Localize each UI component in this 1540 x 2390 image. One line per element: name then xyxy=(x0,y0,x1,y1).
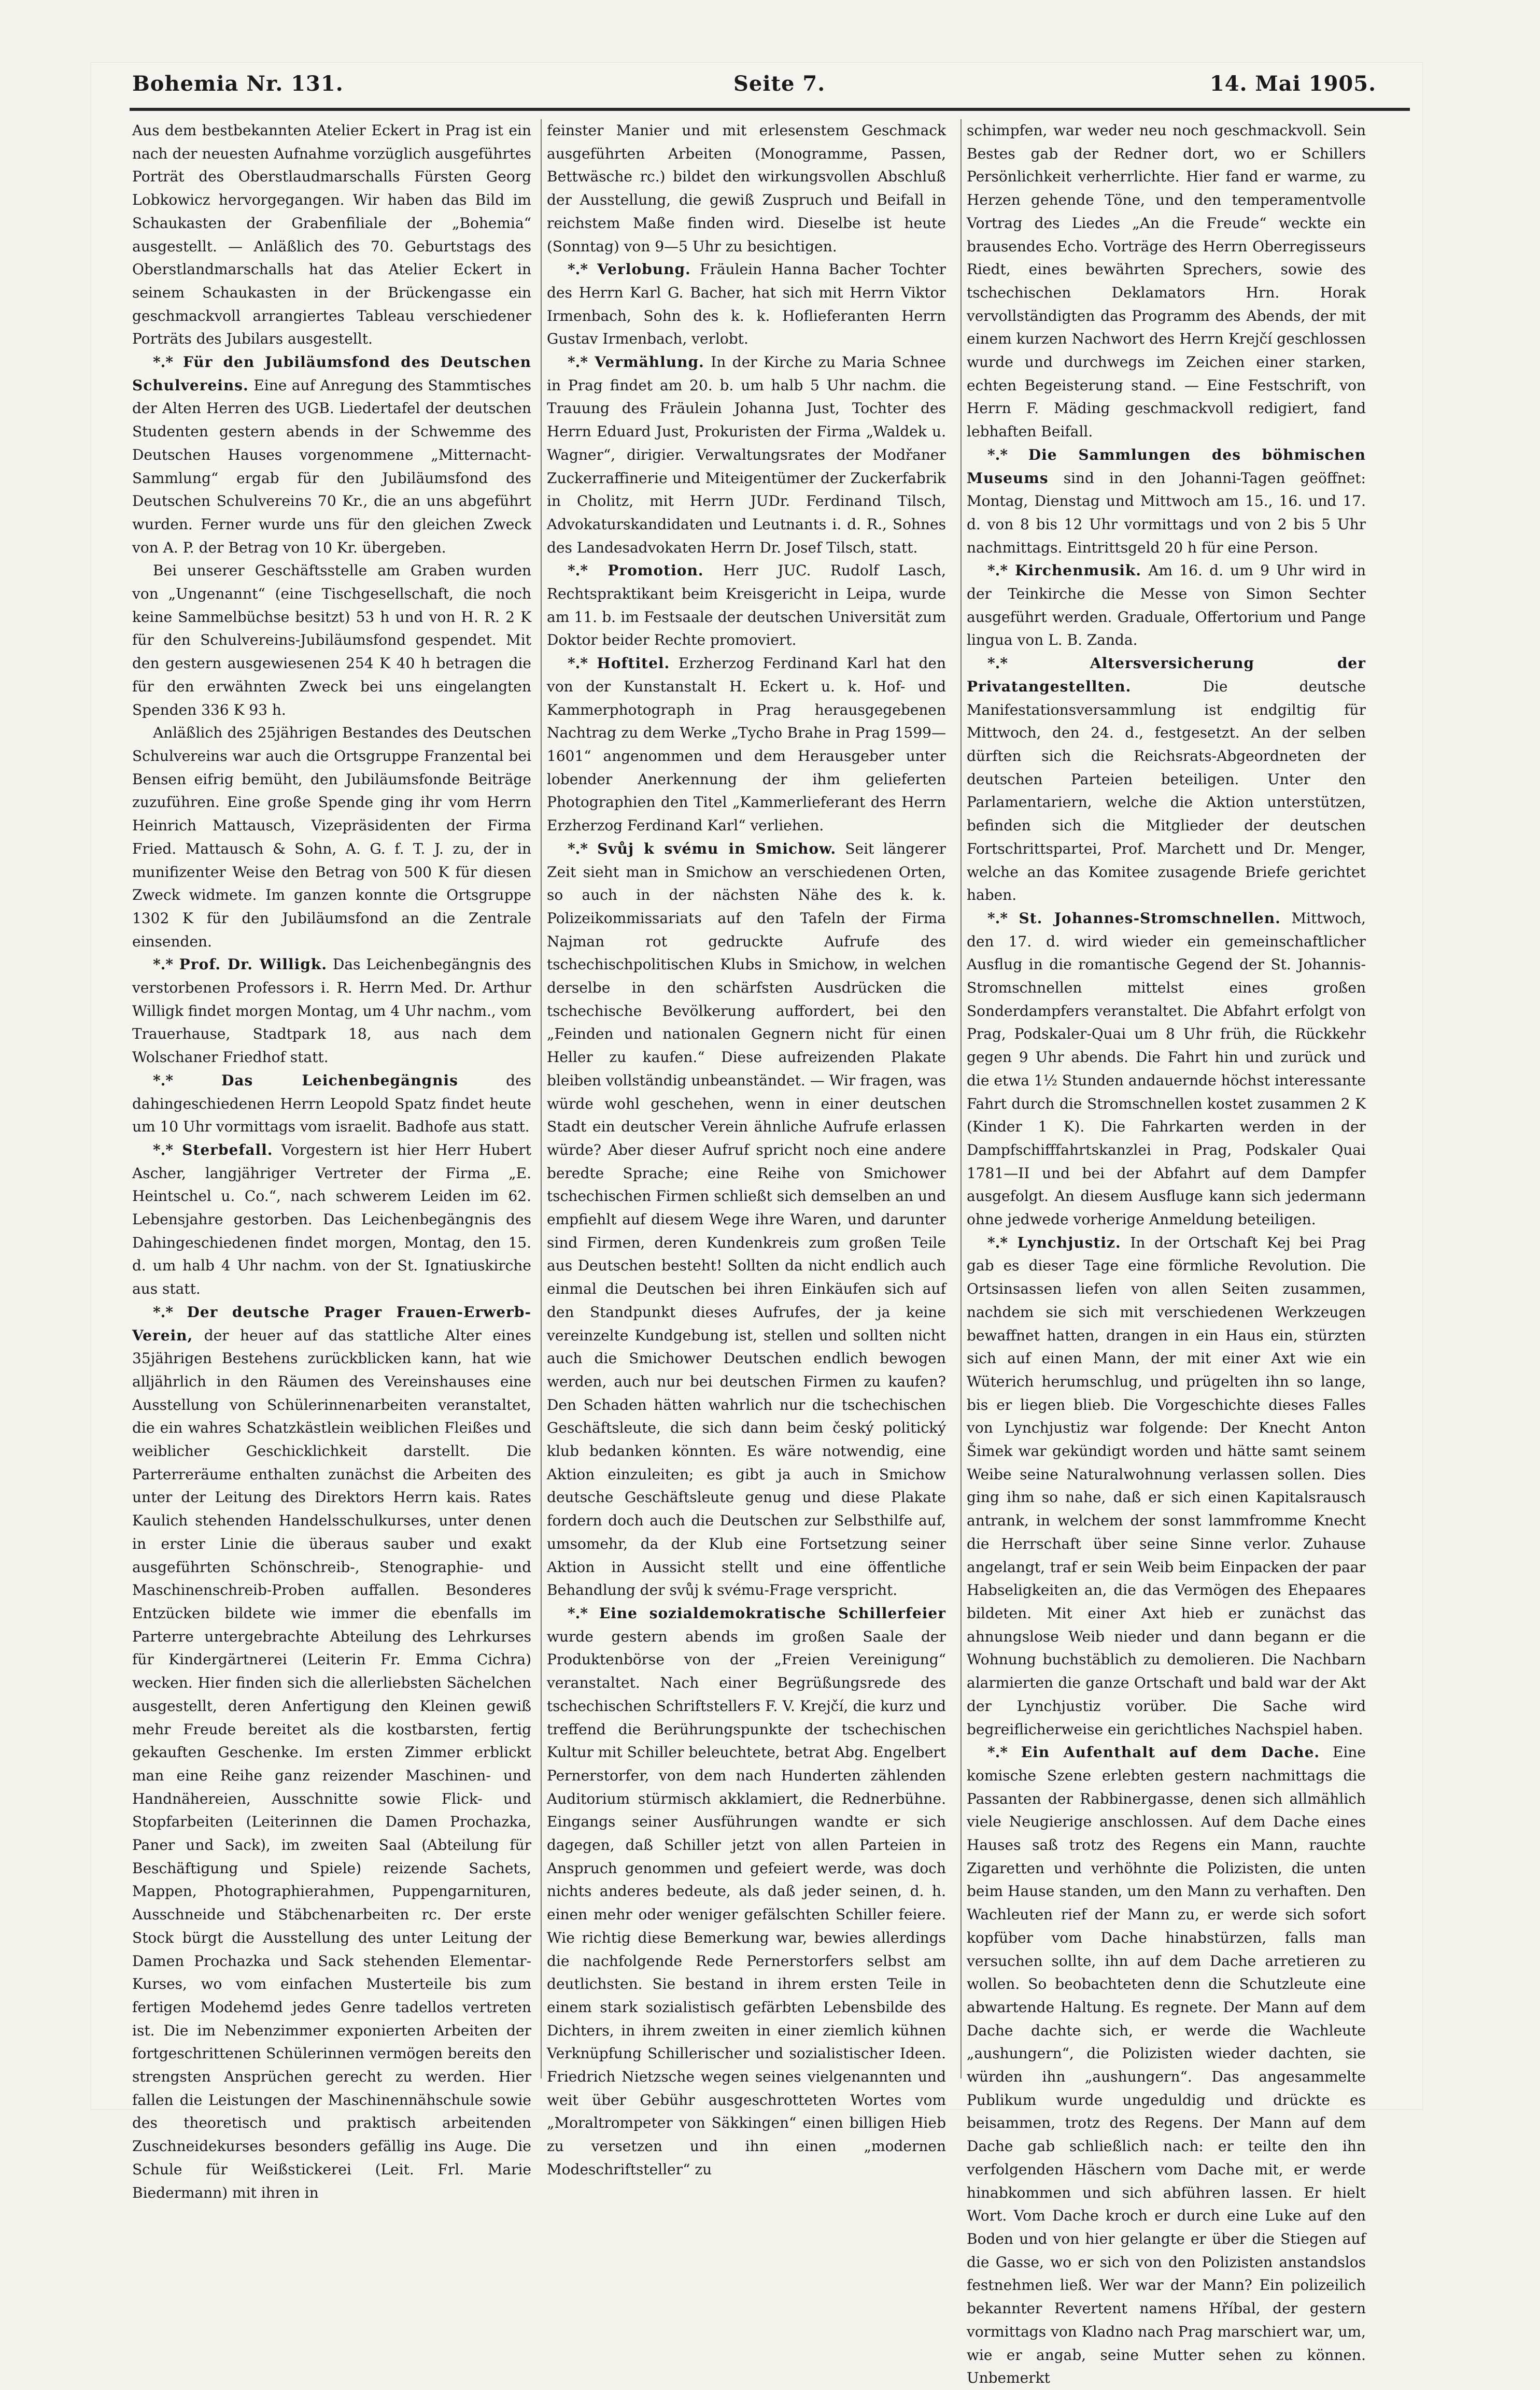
section-marker: *.* xyxy=(568,562,608,579)
article-heading: Das Leichenbegängnis xyxy=(221,1071,458,1089)
article-paragraph xyxy=(547,351,946,559)
text-paragraph xyxy=(132,119,531,351)
article-text: der heuer auf das stattliche Alter eines 35jährigen Bestehens zurückblicken kann, hat wie alljährlich in den Räumen des Vereinshauses eine Ausstellung von Schülerinnenarbeiten veranstaltet, die ein wahres Schatzkästlein weiblichen Fleißes und weiblicher Geschicklichkeit darstellt. Die Parterreräume enthalten zunächst die Arbeiten des unter der Leitung des Direktors Herrn kais. Rates Kaulich stehenden Handelsschulkurses, unter denen in erster Linie die überaus sauber und exakt ausgeführten Schönschreib-, Stenographie- und Maschinenschreib-Proben auffallen. Besonderes Entzücken bildete wie immer die ebenfalls im Parterre untergebrachte Abteilung des Lehrkurses für Kindergärtnerei (Leiterin Fr. Emma Cichra) wecken. Hier finden sich die allerliebsten Sächelchen ausgestellt, deren Anfertigung den Kleinen gewiß mehr Freude bereitet als die kostbarsten, fertig gekauften Geschenke. Im ersten Zimmer erblickt man eine Reihe ganz reizender Maschinen- und Handnähereien, Ausschnitte sowie Flick- und Stopfarbeiten (Leiterinnen die Damen Prochazka, Paner und Sack), im zweiten Saal (Abteilung für Beschäftigung und Spiele) reizende Sachets, Mappen, Photographierahmen, Puppengarnituren, Ausschneide und Stäbchenarbeiten rc. Der erste Stock bürgt die Ausstellung des unter Leitung der Damen Prochazka und Sack stehenden Elementar-Kurses, wo vom einfachen Musterteile bis zum fertigen Modehemd jedes Genre tadellos vertreten ist. Die im Nebenzimmer exponierten Arbeiten der fortgeschrittenen Schülerinnen vermögen bereits den strengsten Ansprüchen gerecht zu werden. Hier fallen die Leistungen der Maschinennähschule sowie des theoretisch und praktisch arbeitenden Zuschneidekurses besonders gefällig ins Auge. Die Schule für Weißstickerei (Leit. Frl. Marie Biedermann) mit ihren in xyxy=(132,1326,531,2201)
article-heading: Promotion. xyxy=(607,562,704,579)
article-heading: Verlobung. xyxy=(597,261,691,278)
article-heading: Der deutsche Prager Frauen-Erwerb-Verein, xyxy=(132,1303,532,1344)
section-marker: *.* xyxy=(153,1141,182,1158)
article-text: schimpfen, war weder neu noch geschmackvoll. Sein Bestes gab der Redner dort, wo er Schillers Persönlichkeit verherrlichte. Hier fand er warme, zu Herzen gehende Töne, und den temperamentvolle Vortrag des Liedes „An die Freude“ weckte ein brausendes Echo. Vorträge des Herrn Oberregisseurs Riedt, eines bewährten Sprechers, sowie des tschechischen Deklamators Hrn. Horak vervollständigten das Programm des Abends, der mit einem kurzen Nachwort des Herrn Krejčí geschlossen wurde und durchwegs im Zeichen einer starken, echten Begeisterung stand. — Eine Festschrift, von Herrn F. Mäding geschmackvoll redigiert, fand lebhaften Beifall. xyxy=(967,122,1366,441)
header-date: 14. Mai 1905. xyxy=(1209,72,1376,96)
section-marker: *.* xyxy=(568,353,595,371)
article-text: Das Leichenbegängnis des verstorbenen Professors i. R. Herrn Med. Dr. Arthur Willigk findet morgen Montag, um 4 Uhr nachm., vom Trauerhause, Stadtpark 18, aus nach dem Wolschaner Friedhof statt. xyxy=(132,956,532,1066)
article-text: Die deutsche Manifestationsversammlung ist endgiltig für Mittwoch, den 24. d., festgesetzt. An der selben dürften sich die Reichsrats-Abgeordneten der deutschen Parteien beteiligen. Unter den Parlamentariern, welche die Aktion unterstützen, befinden sich die Mitglieder der deutschen Fortschrittspartei, Prof. Marchett und Dr. Menger, welche an das Komitee zusagende Briefe gerichtet haben. xyxy=(967,677,1366,904)
article-heading: Hoftitel. xyxy=(597,655,670,672)
column-divider xyxy=(960,119,962,2078)
article-text: Fräulein Hanna Bacher Tochter des Herrn Karl G. Bacher, hat sich mit Herrn Viktor Irmenbach, Sohn des k. k. Hoflieferanten Herrn Gustav Irmenbach, verlobt. xyxy=(547,261,946,348)
article-paragraph xyxy=(132,1139,531,1301)
text-column-2 xyxy=(547,119,946,2178)
article-heading: St. Johannes-Stromschnellen. xyxy=(1019,909,1281,927)
article-text: feinster Manier und mit erlesenstem Geschmack ausgeführten Arbeiten (Monogramme, Passen, Bettwäsche rc.) bildet den wirkungsvollen Abschluß der Ausstellung, die gewiß Zuspruch und Beifall in reichstem Maße finden wird. Dieselbe ist heute (Sonntag) von 9—5 Uhr zu besichtigen. xyxy=(547,122,946,255)
article-text: Seit längerer Zeit sieht man in Smichow an verschiedenen Orten, so auch in der nächsten Nähe des k. k. Polizeikommissariats auf den Tafeln der Firma Najman rot gedruckte Aufrufe des tschechischpolitischen Klubs in Smichow, in welchen derselbe in den schärfsten Ausdrücken die tschechische Bevölkerung auffordert, bei den „Feinden und nationalen Gegnern nicht für einen Heller zu kaufen.“ Diese aufreizenden Plakate bleiben vollständig unbeanständet. — Wir fragen, was würde wohl geschehen, wenn in einer deutschen Stadt ein deutscher Verein ähnliche Aufrufe erlassen würde? Aber dieser Aufruf spricht noch eine andere beredte Sprache; eine Reihe von Smichower tschechischen Firmen schließt sich demselben an und empfiehlt auf diesem Wege ihre Waren, und darunter sind Firmen, deren Kundenkreis zum großen Teile aus Deutschen besteht! Sollten da nicht endlich auch einmal die Deutschen bei ihren Einkäufen sich auf den Standpunkt dieses Aufrufes, der ja keine vereinzelte Kundgebung ist, stellen und sollten nicht auch die Smichower Deutschen endlich bewogen werden, auch nur bei deutschen Firmen zu kaufen? Den Schaden hätten wahrlich nur die tschechischen Geschäftsleute, die sich dann beim český politický klub bedanken könnten. Es wäre notwendig, eine Aktion einzuleiten; es gibt ja auch in Smichow deutsche Geschäftsleute genug und diese Plakate fordern doch auch die Deutschen zur Selbsthilfe auf, umsomehr, da der Klub eine Fortsetzung seiner Aktion in Aussicht stellt und eine öffentliche Behandlung der svůj k svému-Frage verspricht. xyxy=(547,840,946,1599)
section-marker: *.* xyxy=(568,1605,599,1622)
article-heading: Kirchenmusik. xyxy=(1015,562,1142,579)
article-paragraph xyxy=(967,907,1366,1232)
article-text: Mittwoch, den 17. d. wird wieder ein gemeinschaftlicher Ausflug in die romantische Gegend der St. Johannis-Stromschnellen mittelst eines großen Sonderdampfers veranstaltet. Die Abfahrt erfolgt von Prag, Podskaler-Quai um 8 Uhr früh, die Rückkehr gegen 9 Uhr abends. Die Fahrt hin und zurück und die etwa 1½ Stunden andauernde höchst interessante Fahrt durch die Stromschnellen kostet zusammen 2 K (Kinder 1 K). Die Fahrkarten werden in der Dampfschifffahrtskanzlei in Prag, Podskaler Quai 1781—II und bei der Abfahrt auf dem Dampfer ausgefolgt. An diesem Ausfluge kann sich jedermann ohne jedwede vorherige Anmeldung beteiligen. xyxy=(967,909,1366,1228)
section-marker: *.* xyxy=(568,840,598,857)
article-text: Erzherzog Ferdinand Karl hat den von der Kunstanstalt H. Eckert u. k. Hof- und Kammerphotograph in Prag herausgegebenen Nachtrag zu dem Werke „Tycho Brahe in Prag 1599—1601“ angenommen und dem Herausgeber unter lobender Anerkennung der ihm gelieferten Photographien den Titel „Kammerlieferant des Herrn Erzherzog Ferdinand Karl“ verliehen. xyxy=(547,655,946,835)
article-paragraph xyxy=(967,444,1366,560)
article-paragraph xyxy=(967,652,1366,907)
text-paragraph xyxy=(547,119,946,258)
article-heading: Altersversicherung der Privatangestellten. xyxy=(967,655,1366,695)
article-paragraph xyxy=(132,351,531,559)
article-text: In der Ortschaft Kej bei Prag gab es dieser Tage eine förmliche Revolution. Die Ortsinsassen liefen von allen Seiten zusammen, nachdem sie sich mit verschiedenen Werkzeugen bewaffnet hatten, drangen in ein Haus ein, stürzten sich auf einen Mann, der mit einer Axt wie ein Wüterich herumschlug, und prügelten ihn so lange, bis er liegen blieb. Die Vorgeschichte dieses Falles von Lynchjustiz war folgende: Der Knecht Anton Šimek war gekündigt worden und hätte samt seinem Weibe seine Naturalwohnung verlassen sollen. Dies ging ihm so nahe, daß er sich einen Kapitalsrausch antrank, in welchem der sonst lammfromme Knecht die Herrschaft über seine Sinne verlor. Zuhause angelangt, traf er sein Weib beim Einpacken der paar Habseligkeiten an, die das Vermögen des Ehepaares bildeten. Mit einer Axt hieb er zunächst das ahnungslose Weib nieder und dann begann er die Wohnung buchstäblich zu demolieren. Die Nachbarn alarmierten die ganze Ortschaft und bald war der Akt der Lynchjustiz vorüber. Die Sache wird begreiflicherweise ein gerichtliches Nachspiel haben. xyxy=(967,1234,1366,1738)
article-text: In der Kirche zu Maria Schnee in Prag findet am 20. b. um halb 5 Uhr nachm. die Trauung des Fräulein Johanna Just, Tochter des Herrn Eduard Just, Prokuristen der Firma „Waldek u. Wagner“, dirigier. Verwaltungsrates der Modřaner Zuckerraffinerie und Miteigentümer der Zuckerfabrik in Cholitz, mit Herrn JUDr. Ferdinand Tilsch, Advokaturskandidaten und Leutnants i. d. R., Sohnes des Landesadvokaten Herrn Dr. Josef Tilsch, statt. xyxy=(547,353,946,556)
header-publication: Bohemia Nr. 131. xyxy=(132,72,344,96)
article-text: des dahingeschiedenen Herrn Leopold Spatz findet heute um 10 Uhr vormittags vom israelit. Badhofe aus statt. xyxy=(132,1071,532,1136)
article-paragraph xyxy=(547,838,946,1602)
text-paragraph xyxy=(967,119,1366,444)
article-text: wurde gestern abends im großen Saale der Produktenbörse von der „Freien Vereinigung“ veranstaltet. Nach einer Begrüßungsrede des tschechischen Schriftstellers F. V. Krejčí, die kurz und treffend die Berührungspunkte der tschechischen Kultur mit Schiller beleuchtete, betrat Abg. Engelbert Pernerstorfer, von dem nach Hunderten zählenden Auditorium stürmisch akklamiert, die Rednerbühne. Eingangs seiner Ausführungen wandte er sich dagegen, daß Schiller jetzt von allen Parteien in Anspruch genommen und gefeiert werde, was doch nichts anderes bedeute, als daß jeder seinen, d. h. einen mehr oder weniger gefälschten Schiller feiere. Wie richtig diese Bemerkung war, bewies allerdings die nachfolgende Rede Pernerstorfers selbst am deutlichsten. Sie bestand in ihrem ersten Teile in einem stark sozialistisch gefärbten Lebensbilde des Dichters, in ihrem zweiten in einer ziemlich kühnen Verknüpfung Schillerischer und sozialistischer Ideen. Friedrich Nietzsche wegen seines vielgenannten und weit über Gebühr ausgeschrotteten Wortes vom „Moraltrompeter von Säkkingen“ einen billigen Hieb zu versetzen und ihn einen „modernen Modeschriftsteller“ zu xyxy=(547,1628,946,2178)
article-text: sind in den Johanni-Tagen geöffnet: Montag, Dienstag und Mittwoch am 15., 16. und 17. d. von 8 bis 12 Uhr vormittags und von 2 bis 5 Uhr nachmittags. Eintrittsgeld 20 h für eine Person. xyxy=(967,469,1366,556)
text-column-3 xyxy=(967,119,1366,2387)
article-text: Aus dem bestbekannten Atelier Eckert in Prag ist ein nach der neuesten Aufnahme vorzüglich ausgeführtes Porträt des Oberstlaudmarschalls Fürsten Georg Lobkowicz hervorgegangen. Wir haben das Bild im Schaukasten der Grabenfiliale der „Bohemia“ ausgestellt. — Anläßlich des 70. Geburtstags des Oberstlandmarschalls hat das Atelier Eckert in seinem Schaukasten in der Brückengasse ein geschmackvoll arrangiertes Tableau verschiedener Porträts des Jubilars ausgestellt. xyxy=(132,122,531,348)
text-column-1 xyxy=(132,119,532,2201)
column-divider xyxy=(541,119,542,2078)
article-paragraph xyxy=(132,1069,531,1139)
article-heading: Prof. Dr. Willigk. xyxy=(179,956,328,973)
section-marker: *.* xyxy=(153,956,179,973)
section-marker: *.* xyxy=(987,655,1090,672)
article-text: Am 16. d. um 9 Uhr wird in der Teinkirche die Messe von Simon Sechter ausgeführt werden. Graduale, Offertorium und Pange lingua von L. B. Zanda. xyxy=(967,562,1366,649)
section-marker: *.* xyxy=(153,1303,187,1321)
text-paragraph xyxy=(132,559,531,722)
article-text: Vorgestern ist hier Herr Hubert Ascher, langjähriger Vertreter der Firma „E. Heintschel u. Co.“, nach schwerem Leiden im 62. Lebensjahre gestorben. Das Leichenbegängnis des Dahingeschiedenen findet morgen, Montag, den 15. d. um halb 4 Uhr nachm. von der St. Ignatiuskirche aus statt. xyxy=(132,1141,531,1298)
section-marker: *.* xyxy=(568,261,598,278)
article-paragraph xyxy=(967,559,1366,652)
article-heading: Die Sammlungen des böhmischen Museums xyxy=(967,446,1366,487)
page-header xyxy=(132,67,1376,104)
article-paragraph xyxy=(547,258,946,351)
section-marker: *.* xyxy=(153,1071,222,1089)
article-heading: Ein Aufenthalt auf dem Dache. xyxy=(1021,1744,1320,1761)
newspaper-page xyxy=(91,62,1423,2387)
article-paragraph xyxy=(132,953,531,1069)
header-page-number: Seite 7. xyxy=(733,72,826,96)
article-text: Eine komische Szene erlebten gestern nachmittags die Passanten der Rabbinergasse, denen sich allmählich viele Neugierige anschlossen. Auf dem Dache eines Hauses saß trotz des Regens ein Mann, rauchte Zigaretten und verhöhnte die Polizisten, die unten beim Hause standen, um den Mann zu verhaften. Den Wachleuten rief der Mann zu, er werde sich sofort kopfüber vom Dache hinabstürzen, falls man versuchen sollte, ihn auf dem Dache arretieren zu wollen. So beobachteten denn die Schutzleute eine abwartende Haltung. Es regnete. Der Mann auf dem Dache dachte sich, er werde die Wachleute „aushungern“, die Polizisten wieder dachten, sie würden ihn „aushungern“. Das angesammelte Publikum wurde ungeduldig und drückte es beisammen, trotz des Regens. Der Mann auf dem Dache gab schließlich nach: er teilte den ihn verfolgenden Häschern vom Dache mit, er werde hinabkommen und sich abführen lassen. Er hielt Wort. Vom Dache kroch er durch eine Luke auf den Boden und von hier gelangte er über die Stiegen auf die Gasse, wo er sich von den Polizisten anstandslos festnehmen ließ. Wer war der Mann? Ein polizeilich bekannter Revertent namens Hříbal, der gestern vormittags von Kladno nach Prag marschiert war, um, wie er angab, seine Mutter sehen zu können. Unbemerkt xyxy=(967,1744,1366,2387)
section-marker: *.* xyxy=(987,1234,1018,1251)
text-paragraph xyxy=(132,722,531,953)
article-paragraph xyxy=(547,559,946,652)
article-text: Eine auf Anregung des Stammtisches der Alten Herren des UGB. Liedertafel der deutschen Studenten gestern abends in der Schwemme des Deutschen Hauses vorgenommene „Mitternacht-Sammlung“ ergab für den Jubiläumsfond des Deutschen Schulvereins 70 Kr., die an uns abgeführt wurden. Ferner wurde uns für den gleichen Zweck von A. P. der Betrag von 10 Kr. übergeben. xyxy=(132,376,532,556)
article-paragraph xyxy=(547,652,946,838)
section-marker: *.* xyxy=(568,655,597,672)
section-marker: *.* xyxy=(987,562,1015,579)
article-heading: Für den Jubiläumsfond des Deutschen Schulvereins. xyxy=(132,353,531,394)
section-marker: *.* xyxy=(987,446,1028,463)
article-heading: Lynchjustiz. xyxy=(1017,1234,1121,1251)
article-paragraph xyxy=(132,1301,531,2204)
article-heading: Eine sozialdemokratische Schillerfeier xyxy=(599,1605,946,1622)
article-heading: Vermählung. xyxy=(595,353,704,371)
article-paragraph xyxy=(967,1741,1366,2390)
section-marker: *.* xyxy=(153,353,183,371)
article-text: Bei unserer Geschäftsstelle am Graben wurden von „Ungenannt“ (eine Tischgesellschaft, die noch keine Sammelbüchse besitzt) 53 h und von H. R. 2 K für den Schulvereins-Jubiläumsfond gespendet. Mit den gestern ausgewiesenen 254 K 40 h betragen die für den erwähnten Zweck bei uns eingelangten Spenden 336 K 93 h. xyxy=(132,562,531,718)
article-text: Anläßlich des 25jährigen Bestandes des Deutschen Schulvereins war auch die Ortsgruppe Franzental bei Bensen eifrig bemüht, den Jubiläumsfonde Beiträge zuzuführen. Eine große Spende ging ihr vom Herrn Heinrich Mattausch, Vizepräsidenten der Firma Fried. Mattausch & Sohn, A. G. f. T. J. zu, der in munifizenter Weise den Betrag von 500 K für diesen Zweck widmete. Im ganzen konnte die Ortsgruppe 1302 K für den Jubiläumsfond an die Zentrale einsenden. xyxy=(132,724,531,950)
article-paragraph xyxy=(967,1232,1366,1741)
section-marker: *.* xyxy=(987,909,1019,927)
article-text: Herr JUC. Rudolf Lasch, Rechtspraktikant beim Kreisgericht in Leipa, wurde am 11. b. im Festsaale der deutschen Universität zum Doktor beider Rechte promoviert. xyxy=(547,562,946,649)
section-marker: *.* xyxy=(987,1744,1021,1761)
header-rule xyxy=(130,108,1410,111)
article-paragraph xyxy=(547,1602,946,2182)
article-heading: Sterbefall. xyxy=(182,1141,273,1158)
article-heading: Svůj k svému in Smichow. xyxy=(597,840,837,857)
